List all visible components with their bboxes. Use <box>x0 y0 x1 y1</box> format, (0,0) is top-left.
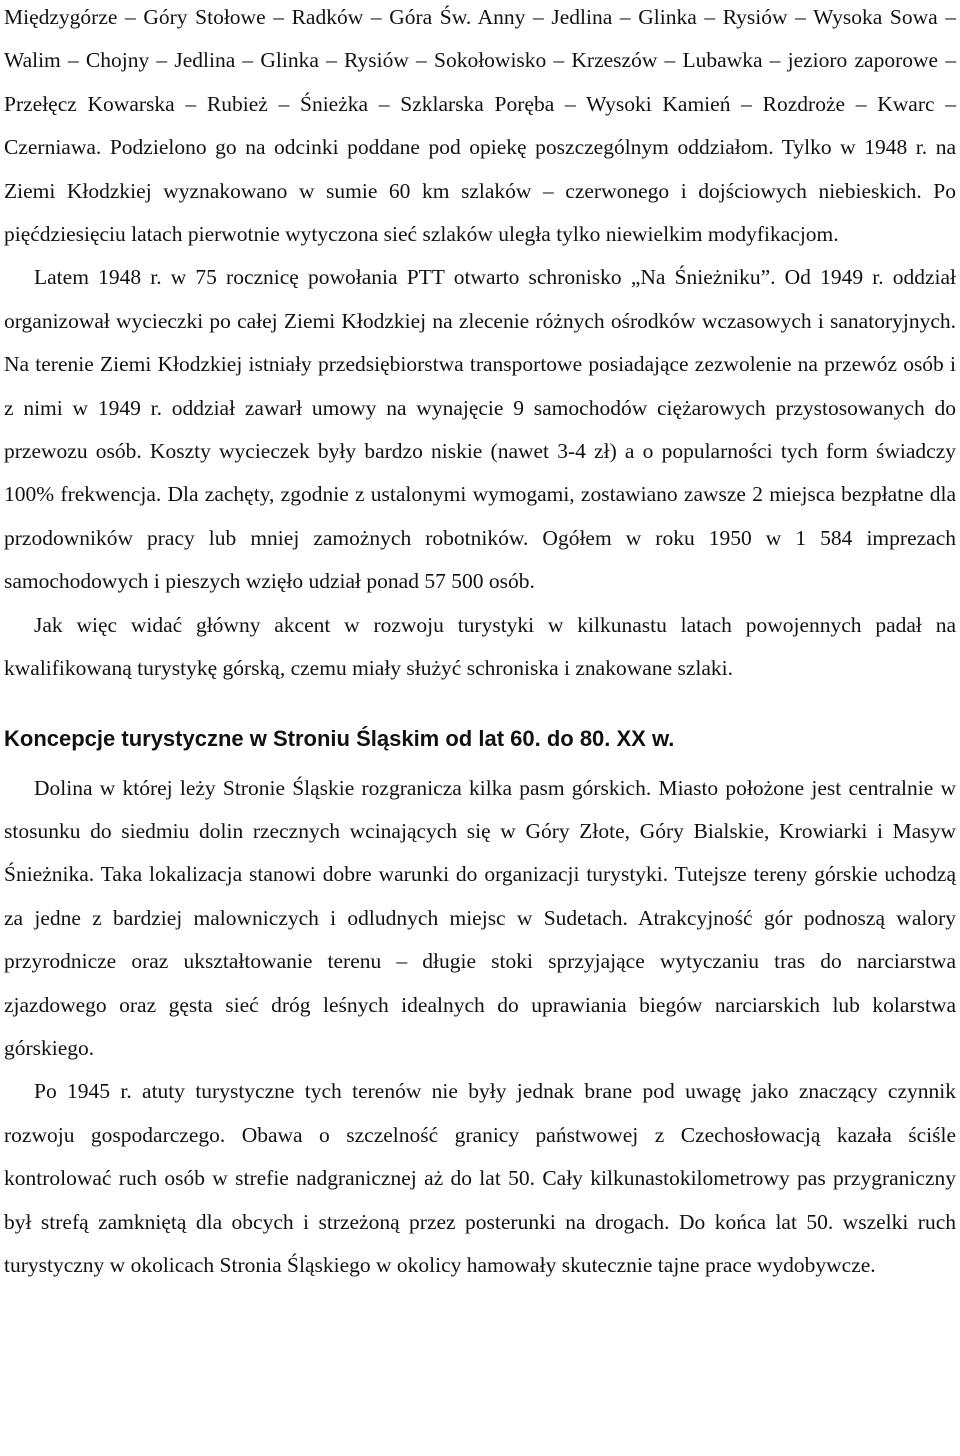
paragraph-shelter-trips: Latem 1948 r. w 75 rocznicę powołania PTT otwarto schronisko „Na Śnieżniku”. Od 1949 r. oddział organizował wycieczki po całej Ziemi Kłodzkiej na zlecenie różnych ośrodków wczasowych i sanatoryjnych. Na terenie Ziemi Kłodzkiej istniały przedsiębiorstwa transportowe posiadające zezwolenie na przewóz osób i z nimi w 1949 r. oddział zawarł umowy na wynajęcie 9 samochodów ciężarowych przystosowanych do przewozu osób. Koszty wycieczek były bardzo niskie (nawet 3-4 zł) a o popularności tych form świadczy 100% frekwencja. Dla zachęty, zgodnie z ustalonymi wymogami, zostawiano zawsze 2 miejsca bezpłatne dla przodowników pracy lub mniej zamożnych robotników. Ogółem w roku 1950 w 1 584 imprezach samochodowych i pieszych wzięło udział ponad 57 500 osób. <box>4 265 956 594</box>
paragraph-summary: Jak więc widać główny akcent w rozwoju turystyki w kilkunastu latach powojennych padał na kwalifikowaną turystykę górską, czemu miały służyć schroniska i znakowane szlaki. <box>4 612 956 681</box>
paragraph-trail-route: Międzygórze – Góry Stołowe – Radków – Góra Św. Anny – Jedlina – Glinka – Rysiów – Wysoka Sowa – Walim – Chojny – Jedlina – Glinka – Rysiów – Sokołowisko – Krzeszów – Lubawka – jezioro zaporowe – Przełęcz Kowarska – Rubież – Śnieżka – Szklarska Poręba – Wysoki Kamień – Rozdroże – Kwarc – Czerniawa. Podzielono go na odcinki poddane pod opiekę poszczególnym oddziałom. Tylko w 1948 r. na Ziemi Kłodzkiej wyznakowano w sumie 60 km szlaków – czerwonego i dojściowych niebieskich. Po pięćdziesięciu latach pierwotnie wytyczona sieć szlaków uległa tylko niewielkim modyfikacjom. <box>4 5 956 247</box>
paragraph-post-war-border: Po 1945 r. atuty turystyczne tych terenów nie były jednak brane pod uwagę jako znaczący czynnik rozwoju gospodarczego. Obawa o szczelność granicy państwowej z Czechosłowacją kazała ściśle kontrolować ruch osób w strefie nadgranicznej aż do lat 50. Cały kilkunastokilometrowy pas przygraniczny był strefą zamkniętą dla obcych i strzeżoną przez posterunki na drogach. Do końca lat 50. wszelki ruch turystyczny w okolicach Stronia Śląskiego w okolicy hamowały skutecznie tajne prace wydobywcze. <box>4 1079 956 1277</box>
section-heading: Koncepcje turystyczne w Stroniu Śląskim od lat 60. do 80. XX w. <box>4 725 675 751</box>
paragraph-valley-location: Dolina w której leży Stronie Śląskie rozgranicza kilka pasm górskich. Miasto położone jest centralnie w stosunku do siedmiu dolin rzecznych wcinających się w Góry Złote, Góry Bialskie, Krowiarki i Masyw Śnieżnika. Taka lokalizacja stanowi dobre warunki do organizacji turystyki. Tutejsze tereny górskie uchodzą za jedne z bardziej malowniczych i odludnych miejsc w Sudetach. Atrakcyjność gór podnoszą walory przyrodnicze oraz ukształtowanie terenu – długie stoki sprzyjające wytyczaniu tras do narciarstwa zjazdowego oraz gęsta sieć dróg leśnych idealnych do uprawiania biegów narciarskich lub kolarstwa górskiego. <box>4 775 956 1060</box>
